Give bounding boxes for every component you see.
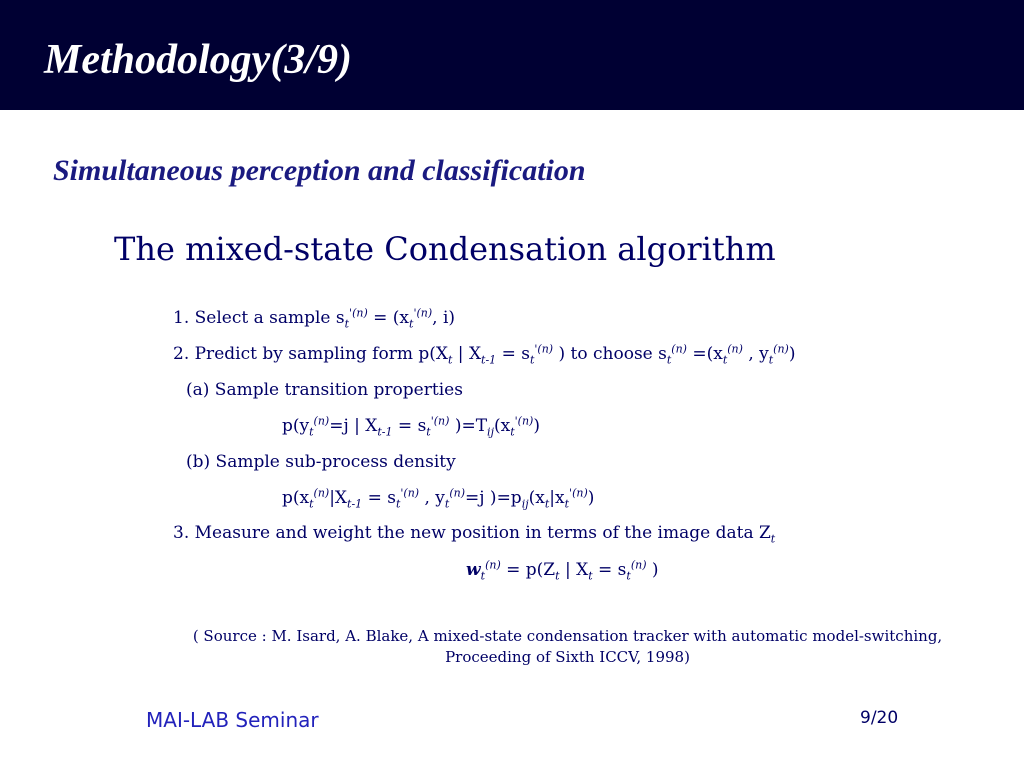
footer-seminar-label: MAI-LAB Seminar bbox=[146, 708, 319, 732]
weight-formula: $w_t^{(n)} = p(Z_t$ | $X_t = s_t^{(n)}$ ) bbox=[466, 558, 659, 583]
slide-title: Methodology(3/9) bbox=[44, 37, 352, 83]
slide-subtitle: Simultaneous perception and classification bbox=[53, 154, 586, 187]
algorithm-step-2: 2. Predict by sampling form $p(X_t$ | $X_{t-1} = s_t^{'(n)}$ ) to choose $s_t^{(n)} =(x_t^{(n)}$ , $y_t^{(n)}$) bbox=[173, 342, 796, 367]
section-heading: The mixed-state Condensation algorithm bbox=[114, 230, 776, 268]
algorithm-step-3: 3. Measure and weight the new position in terms of the image data $Z_t$ bbox=[173, 523, 776, 546]
source-citation: ( Source : M. Isard, A. Blake, A mixed-state condensation tracker with automatic model-switching, Proceeding of Sixth ICCV, 1998) bbox=[192, 627, 943, 666]
algorithm-step-2b: (b) Sample sub-process density bbox=[186, 452, 456, 472]
transition-formula: $p(y_t^{(n)}=j$ | $X_{t-1} = s_t^{'(n)}$ )$=T_{ij}(x_t^{'(n)})$ bbox=[282, 414, 540, 439]
page-number: 9/20 bbox=[860, 708, 899, 728]
algorithm-step-1: 1. Select a sample $s_t^{'(n)} = (x_t^{'(n)}$, i) bbox=[173, 306, 456, 331]
density-formula: $p(x_t^{(n)}|X_{t-1} = s_t^{'(n)}$ , $y_t^{(n)}=j$ )$=p_{ij}(x_t|x_t^{'(n)})$ bbox=[282, 486, 595, 511]
title-bar bbox=[0, 0, 1024, 110]
algorithm-step-2a: (a) Sample transition properties bbox=[186, 380, 463, 400]
